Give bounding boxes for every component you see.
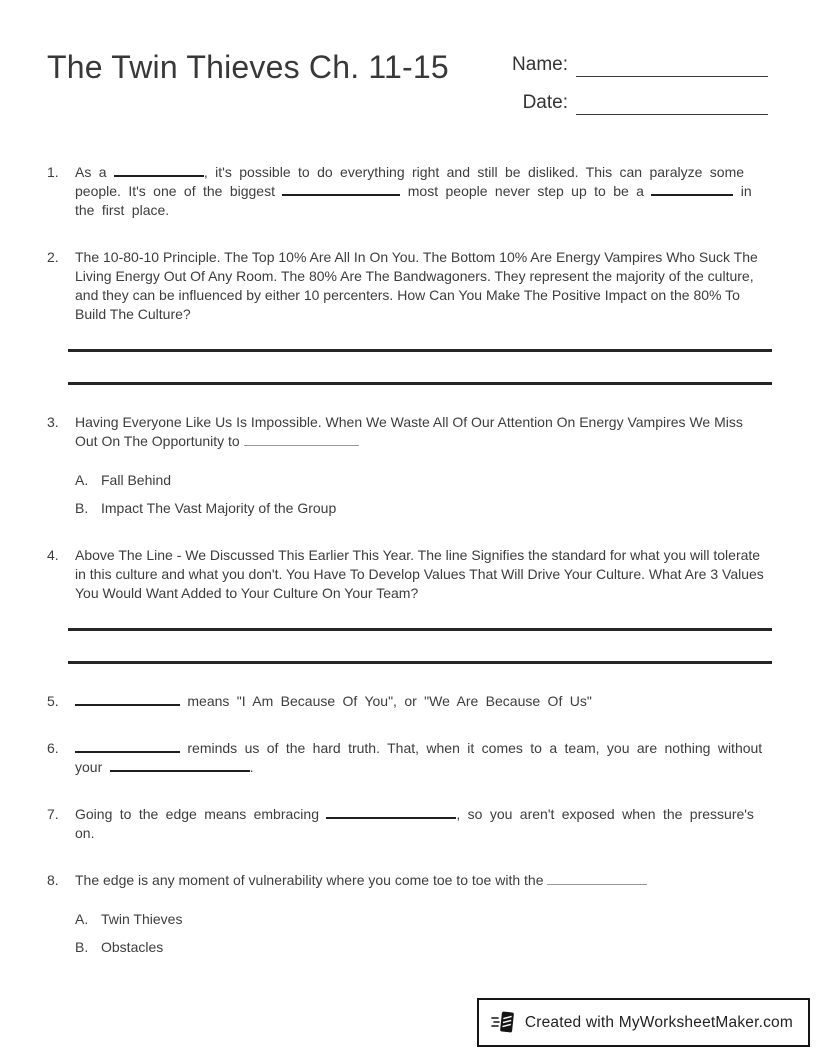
answer-line [68,382,772,385]
question-text: Going to the edge means embracing , so you aren't exposed when the pressure's on. [75,806,754,841]
question-text: As a , it's possible to do everything right and still be disliked. This can paralyze some people. It's one of the biggest most people never step up to be a in the first place. [75,164,752,218]
question-text: Having Everyone Like Us Is Impossible. When We Waste All Of Our Attention On Energy Vampires We Miss Out On The Opportunity to [75,414,743,449]
name-date-fields [506,48,768,128]
fill-in-blank [244,432,359,446]
option-letter: B. [75,939,89,955]
name-field [506,52,768,77]
date-label: Date: [522,92,568,113]
option-text: Obstacles [101,939,164,955]
answer-line [68,661,772,664]
option-letter: B. [75,500,89,516]
question-text: The 10-80-10 Principle. The Top 10% Are All In On You. The Bottom 10% Are Energy Vampires Who Suck The Living Energy Out Of Any Room. The 80% Are The Bandwagoners. They represent the majority of the culture, and they can be influenced by either 10 percenters. How Can You Make The Positive Impact on the 80% To Build The Culture? [75,249,758,322]
option-b [75,499,768,518]
credit-badge [477,998,810,1047]
question-5 [47,692,768,711]
option-a [75,471,768,490]
question-number: 3. [47,414,59,430]
name-label: Name: [512,54,568,75]
question-body [75,248,768,385]
worksheet-maker-logo-icon [491,1009,518,1036]
fill-in-blank [326,805,456,819]
credit-text: Created with MyWorksheetMaker.com [524,1014,793,1031]
question-body [75,413,768,518]
question-body [75,739,768,777]
question-3 [47,413,768,518]
date-fill-line [576,90,768,115]
fill-in-blank [651,182,733,196]
date-field [506,90,768,115]
question-body [75,805,768,843]
question-number: 4. [47,547,59,563]
question-number: 8. [47,872,59,888]
question-text: The edge is any moment of vulnerability where you come toe to toe with the [75,871,768,890]
question-number: 1. [47,164,59,180]
fill-in-blank [114,163,204,177]
answer-line [68,628,772,631]
fill-in-blank [75,692,180,706]
question-number: 6. [47,740,59,756]
question-2 [47,248,768,385]
question-body [75,163,768,220]
question-8 [47,871,768,957]
question-6 [47,739,768,777]
option-a [75,910,768,929]
option-text: Impact The Vast Majority of the Group [101,500,337,516]
question-4 [47,546,768,664]
question-7 [47,805,768,843]
question-body [75,546,768,664]
question-body [75,692,768,711]
option-text: Fall Behind [101,472,172,488]
page-title: The Twin Thieves Ch. 11-15 [47,49,449,85]
fill-in-blank [547,871,647,885]
header [0,0,816,128]
answer-line [68,349,772,352]
question-text: means "I Am Because Of You", or "We Are Because Of Us" [75,692,768,711]
option-text: Twin Thieves [101,911,183,927]
option-letter: A. [75,472,89,488]
option-b [75,938,768,957]
name-fill-line [576,52,768,77]
fill-in-blank [110,758,250,772]
question-1 [47,163,768,220]
options-list [75,471,768,518]
question-number: 7. [47,806,59,822]
fill-in-blank [75,739,180,753]
question-body [75,871,768,957]
fill-in-blank [282,182,400,196]
question-number: 5. [47,693,59,709]
question-text: Above The Line - We Discussed This Earlier This Year. The line Signifies the standard for what you will tolerate in this culture and what you don't. You Have To Develop Values That Will Drive Your Culture. What Are 3 Values You Would Want Added to Your Culture On Your Team? [75,547,764,601]
option-letter: A. [75,911,89,927]
questions-list [0,163,816,957]
question-text: reminds us of the hard truth. That, when it comes to a team, you are nothing without your . [75,740,763,775]
question-number: 2. [47,249,59,265]
options-list [75,910,768,957]
